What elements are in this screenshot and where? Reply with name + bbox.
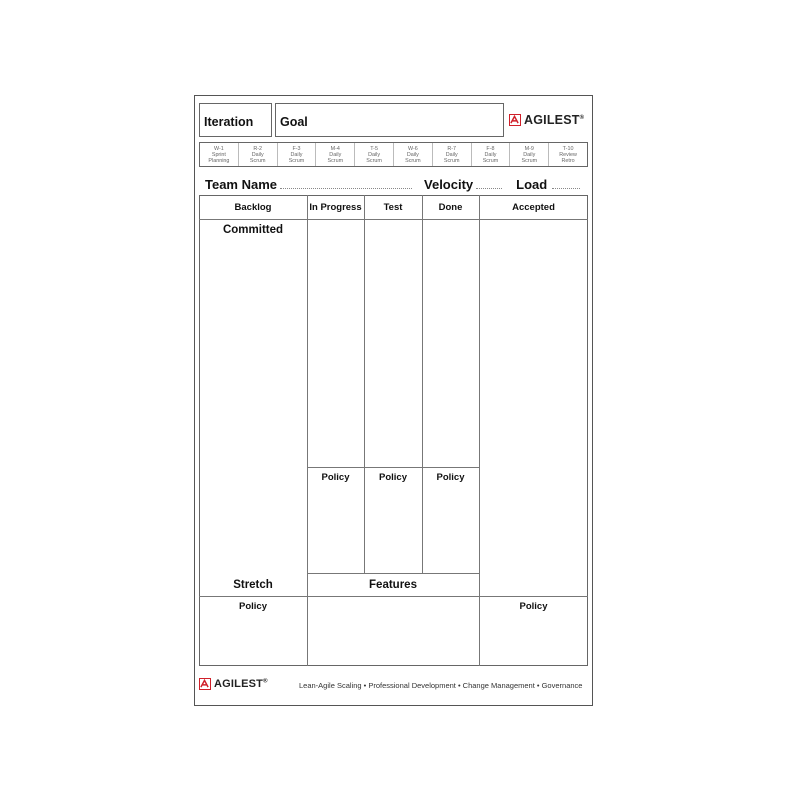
policy-backlog: Policy <box>239 601 267 612</box>
day-cell <box>510 143 549 166</box>
day-cell-line: T-5 <box>370 146 378 152</box>
day-cell-line: Scrum <box>288 158 305 164</box>
team-row <box>205 177 585 192</box>
day-cell-line: Daily <box>251 152 264 158</box>
day-cell-line: Daily <box>368 152 381 158</box>
day-cell-line: Daily <box>445 152 458 158</box>
day-cell <box>200 143 239 166</box>
day-strip <box>199 142 588 167</box>
day-cell-line: Review <box>559 152 577 158</box>
bottom-policy-divider <box>199 596 588 597</box>
day-cell-line: T-10 <box>562 146 574 152</box>
policy-done: Policy <box>436 472 465 483</box>
divider-progress <box>364 195 365 574</box>
load-dots <box>552 179 580 189</box>
day-cell-line: Daily <box>329 152 342 158</box>
day-cell-line: Daily <box>523 152 536 158</box>
policy-accepted: Policy <box>519 601 548 612</box>
day-cell-line: Scrum <box>482 158 499 164</box>
day-cell-line: F-8 <box>486 146 495 152</box>
agilest-footer-logo-icon <box>199 678 211 690</box>
day-cell-line: R-2 <box>253 146 263 152</box>
kanban-board <box>194 95 593 706</box>
day-cell-line: Retro <box>561 158 575 164</box>
footer-logo <box>199 678 268 690</box>
divider-test <box>422 195 423 574</box>
col-done: Done <box>438 202 463 213</box>
day-cell <box>278 143 317 166</box>
day-cell-line: Scrum <box>405 158 421 164</box>
col-test: Test <box>383 202 403 213</box>
team-name-label: Team Name <box>205 177 278 192</box>
header-divider <box>199 219 588 220</box>
team-name-dots <box>280 179 412 189</box>
policy-divider <box>307 467 479 468</box>
day-cell <box>394 143 433 166</box>
day-cell <box>239 143 278 166</box>
day-cell-line: Daily <box>290 152 303 158</box>
day-cell-line: Scrum <box>443 158 460 164</box>
footer-tagline: Lean-Agile Scaling • Professional Development • Change Management • Governance <box>299 681 583 690</box>
day-cell-line: Sprint <box>211 152 226 158</box>
day-cell-line: M-4 <box>330 146 340 152</box>
col-in-progress: In Progress <box>309 202 362 213</box>
brand-name: AGILEST <box>524 113 580 127</box>
load-label: Load <box>516 177 548 192</box>
day-cell <box>316 143 355 166</box>
col-accepted: Accepted <box>512 202 555 213</box>
brand-mark: ® <box>579 114 585 121</box>
day-cell-line: W-6 <box>407 146 418 152</box>
policy-test: Policy <box>379 472 407 483</box>
day-cell <box>472 143 511 166</box>
velocity-dots <box>476 179 502 189</box>
section-committed: Committed <box>222 224 284 236</box>
day-cell-line: Scrum <box>327 158 344 164</box>
day-cell-line: M-9 <box>524 146 534 152</box>
section-features: Features <box>369 579 417 591</box>
col-backlog: Backlog <box>234 202 272 213</box>
iteration-label: Iteration <box>204 115 254 129</box>
features-divider <box>307 573 479 574</box>
velocity-label: Velocity <box>424 177 474 192</box>
day-cell <box>355 143 394 166</box>
day-cell-line: Scrum <box>366 158 382 164</box>
day-cell-line: Scrum <box>249 158 266 164</box>
policy-in-progress: Policy <box>321 472 350 483</box>
day-cell-line: Daily <box>406 152 419 158</box>
goal-label: Goal <box>280 115 308 129</box>
day-cell-line: W-1 <box>214 146 224 152</box>
day-cell-line: Daily <box>484 152 497 158</box>
day-cell-line: Planning <box>208 158 230 164</box>
day-cell-line: Scrum <box>521 158 538 164</box>
day-cell <box>433 143 472 166</box>
footer-brand-name: AGILEST <box>214 678 264 690</box>
goal-box <box>275 103 504 137</box>
day-cell-line: R-7 <box>447 146 457 152</box>
section-stretch: Stretch <box>233 579 273 591</box>
agilest-logo-icon <box>509 114 521 126</box>
brand-logo <box>509 113 584 127</box>
footer-brand-mark: ® <box>263 678 268 685</box>
day-cell-line: F-3 <box>292 146 301 152</box>
iteration-box <box>199 103 272 137</box>
day-cell <box>549 143 587 166</box>
